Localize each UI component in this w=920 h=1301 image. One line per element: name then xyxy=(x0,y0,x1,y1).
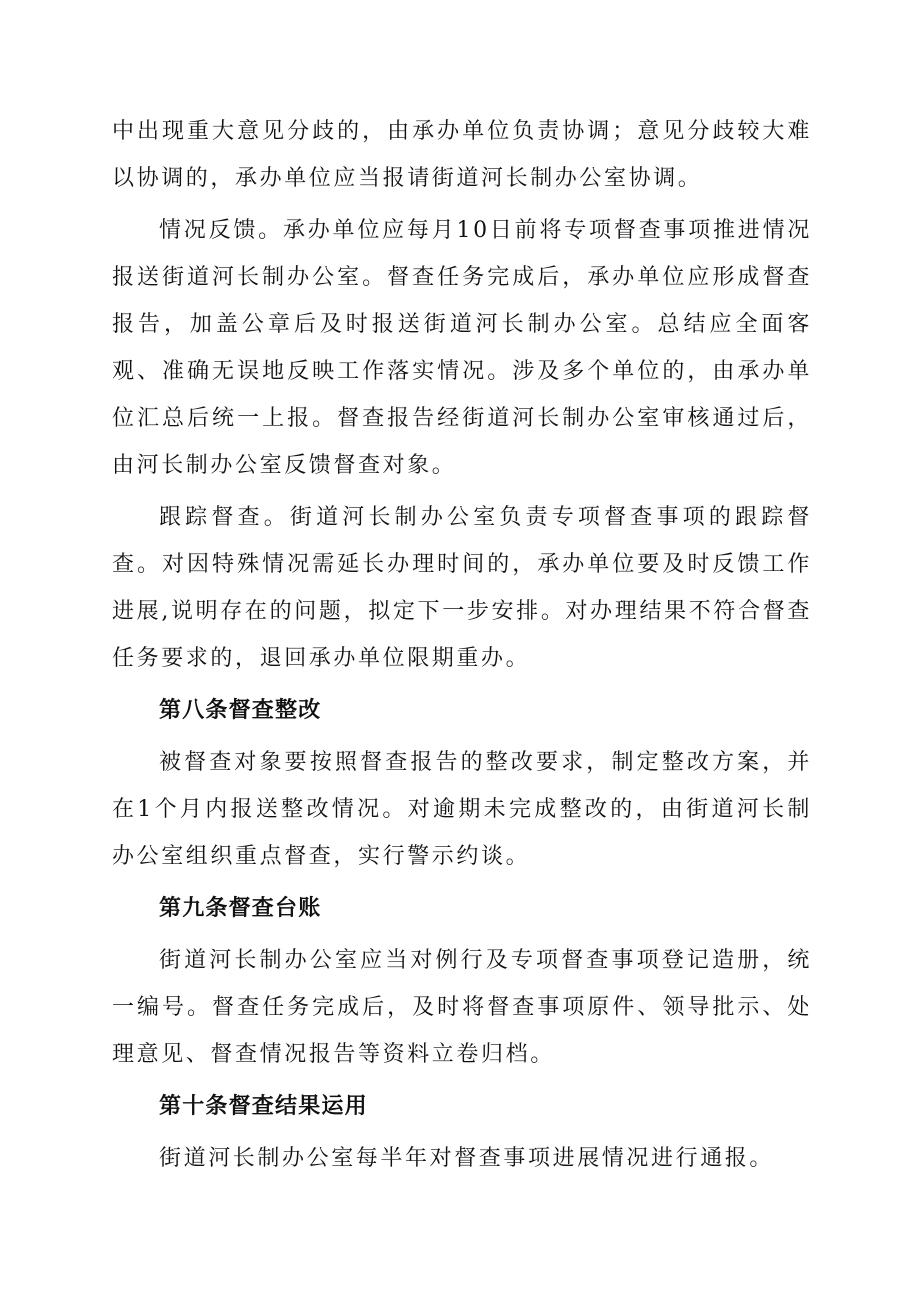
section-body-article-9: 街道河长制办公室应当对例行及专项督查事项登记造册，统一编号。督查任务完成后，及时将督查事项原件、领导批示、处理意见、督查情况报告等资料立卷归档。 xyxy=(112,948,812,1067)
section-heading-article-10: 第十条督查结果运用 xyxy=(159,1094,368,1119)
section-body-article-8: 被督查对象要按照督查报告的整改要求，制定整改方案，并在1个月内报送整改情况。对逾期未完成整改的，由街道河长制办公室组织重点督查，实行警示约谈。 xyxy=(112,750,812,869)
paragraph-follow-up-supervision: 跟踪督查。街道河长制办公室负责专项督查事项的跟踪督查。对因特殊情况需延长办理时间的，承办单位要及时反馈工作进展,说明存在的问题，拟定下一步安排。对办理结果不符合督查任务要求的，退回承办单位限期重办。 xyxy=(112,505,812,671)
section-heading-article-8: 第八条督查整改 xyxy=(159,698,322,723)
paragraph-continuation: 中出现重大意见分歧的，由承办单位负责协调；意见分歧较大难以协调的，承办单位应当报请街道河长制办公室协调。 xyxy=(112,119,812,191)
paragraph-situation-feedback: 情况反馈。承办单位应每月10日前将专项督查事项推进情况报送街道河长制办公室。督查任务完成后，承办单位应形成督查报告，加盖公章后及时报送街道河长制办公室。总结应全面客观、准确无误地反映工作落实情况。涉及多个单位的，由承办单位汇总后统一上报。督查报告经街道河长制办公室审核通过后，由河长制办公室反馈督查对象。 xyxy=(112,218,812,478)
section-heading-article-9: 第九条督查台账 xyxy=(159,896,322,921)
section-body-article-10: 街道河长制办公室每半年对督查事项进展情况进行通报。 xyxy=(159,1146,775,1171)
document-body xyxy=(112,108,812,1182)
